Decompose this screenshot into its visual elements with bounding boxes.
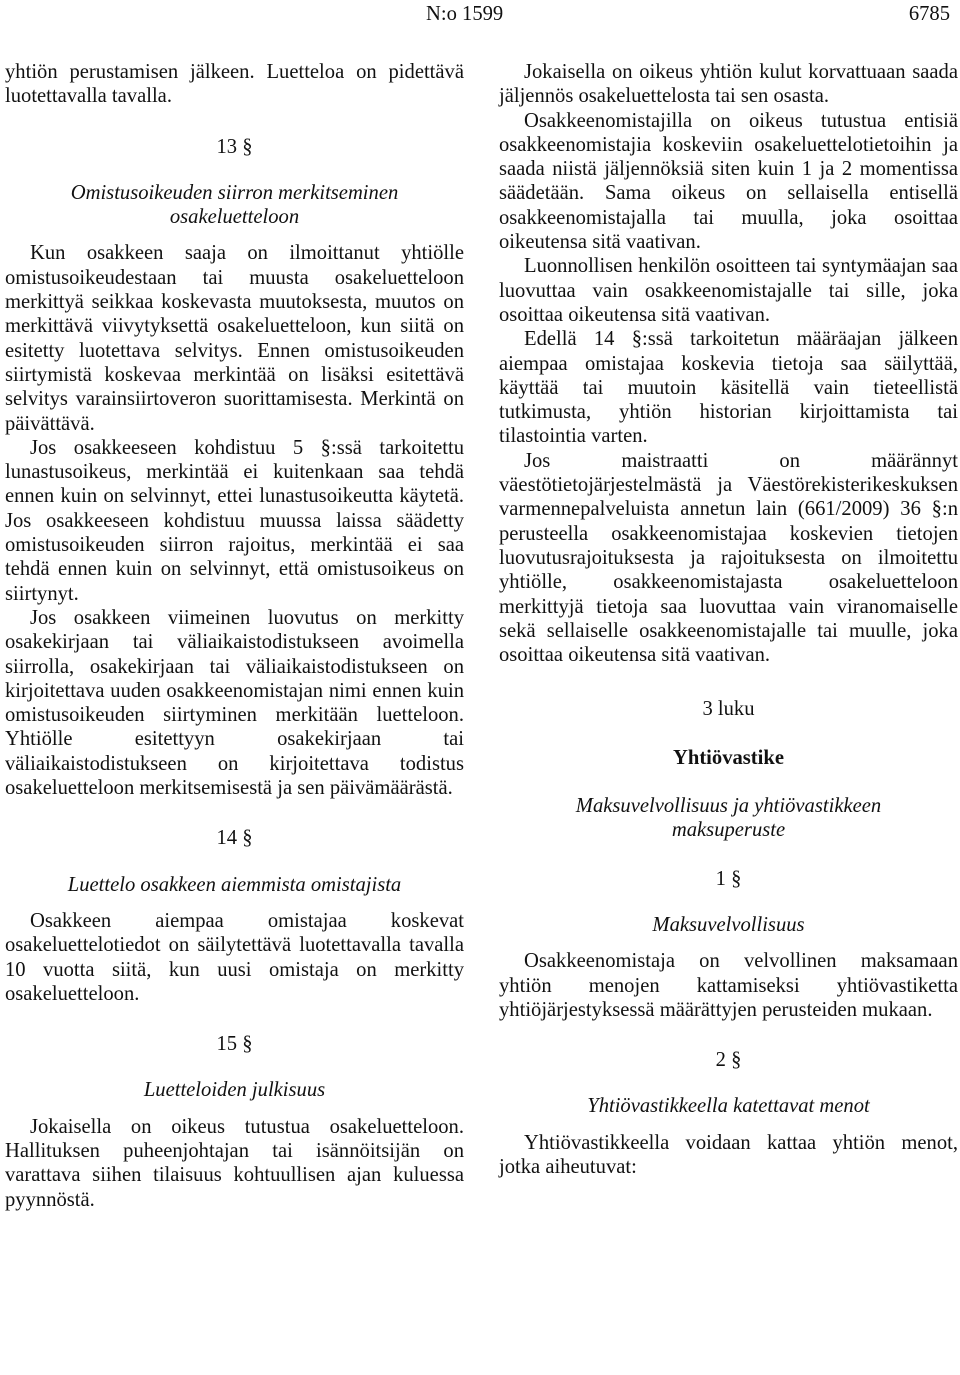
chapter-number: 3 luku (702, 698, 755, 721)
section-14-paragraph-1: Osakkeen aiempaa omistajaa koskevat osakeluettelotiedot on säilytettävä luotettavalla tavalla 10 vuotta siitä, kun uusi omistaja on merkitty osakeluetteloon. (5, 909, 464, 1005)
section-13-title: Omistusoikeuden siirron merkitseminen osakeluetteloon (70, 181, 399, 229)
document-number: N:o 1599 (426, 3, 504, 25)
section-1-title: Maksuvelvollisuus (652, 913, 805, 936)
section-1-number: 1 § (715, 867, 742, 890)
right-paragraph-3: Luonnollisen henkilön osoitteen tai syntymäajan saa luovuttaa vain osakkeenomistajalle tai sille, joka osoittaa oikeutensa sitä vaativan. (499, 255, 958, 326)
right-paragraph-1: Jokaisella on oikeus yhtiön kulut korvattuaan saada jäljennös osakeluettelosta tai sen osasta. (499, 61, 958, 108)
section-13-paragraph-2: Jos osakkeeseen kohdistuu 5 §:ssä tarkoitettu lunastusoikeus, merkintää ei kuitenkaan saa tehdä ennen kuin on selvinnyt, ettei lunastusoikeutta käytetä. Jos osakkeeseen kohdistuu muussa laissa säädetty omistusoikeuden siirron rajoitus, merkintää ei saa tehdä ennen kuin on selvinnyt, että omistusoikeus on siirtynyt. (5, 436, 464, 605)
section-2-paragraph-1: Yhtiövastikkeella voidaan kattaa yhtiön menot, jotka aiheutuvat: (499, 1131, 958, 1178)
intro-paragraph: yhtiön perustamisen jälkeen. Luetteloa on pidettävä luotettavalla tavalla. (5, 61, 464, 108)
section-13-number: 13 § (216, 135, 253, 158)
section-15-number: 15 § (216, 1033, 253, 1056)
section-15-title: Luetteloiden julkisuus (143, 1079, 326, 1102)
section-15-paragraph-1: Jokaisella on oikeus tutustua osakeluetteloon. Hallituksen puheenjohtajan tai isännöitsijän on varattava siihen tilaisuus kohtuullisen ajan kuluessa pyynnöstä. (5, 1115, 464, 1211)
page-header (0, 2, 960, 32)
right-paragraph-5: Jos maistraatti on määrännyt väestötietojärjestelmästä ja Väestörekisterikeskuksen varmennepalveluista annetun lain (661/2009) 36 §:n perusteella osakkeenomistajaa koskevien tietojen luovutusrajoituksesta ja rajoituksesta on ilmoitettu yhtiölle, osakkeenomistajasta osakeluetteloon merkittyjä tietoja saa luovuttaa vain viranomaiselle sekä sellaiselle osakkeenomistajalle tai muulle, joka osoittaa oikeutensa sitä vaativan. (499, 449, 958, 667)
page-number: 6785 (908, 3, 950, 25)
chapter-title: Yhtiövastike (673, 746, 784, 769)
left-column (5, 60, 464, 1212)
right-paragraph-4: Edellä 14 §:ssä tarkoitetun määräajan jälkeen aiempaa omistajaa koskevia tietoja saa säilyttää, käyttää tai muutoin käsitellä vain tieteellistä tutkimusta, yhtiön historian kirjoittamista tai tilastointia varten. (499, 328, 958, 448)
section-14-title: Luettelo osakkeen aiemmista omistajista (67, 873, 402, 896)
section-14-number: 14 § (216, 827, 253, 850)
section-1-paragraph-1: Osakkeenomistaja on velvollinen maksamaan yhtiön menojen kattamiseksi yhtiövastiketta yhtiöjärjestyksessä määrättyjen perusteiden mukaan. (499, 950, 958, 1021)
section-2-number: 2 § (715, 1049, 742, 1072)
section-13-paragraph-3: Jos osakkeen viimeinen luovutus on merkitty osakekirjaan tai väliaikaistodistukseen avoimella siirrolla, osakekirjaan tai väliaikaistodistukseen on kirjoitettava uuden osakkeenomistajan nimi ennen kuin omistusoikeuden siirtyminen merkitään luetteloon. Yhtiölle esitettyyn osakekirjaan tai väliaikaistodistukseen on kirjoitettava todistus osakeluetteloon merkitsemisestä ja sen päivämäärästä. (5, 606, 464, 800)
section-13-paragraph-1: Kun osakkeen saaja on ilmoittanut yhtiölle omistusoikeudestaan tai muusta osakeluetteloon merkittyä seikkaa koskevasta muutoksesta, muutos on merkittävä viivytyksettä osakeluetteloon, kun siitä on esitetty luotettava selvitys. Ennen omistusoikeuden siirtymistä koskevaa merkintää on lisäksi esitettävä selvitys varainsiirtoveron suorittamisesta. Merkintä on päivättävä. (5, 242, 464, 435)
section-2-title: Yhtiövastikkeella katettavat menot (587, 1095, 870, 1118)
right-paragraph-2: Osakkeenomistajilla on oikeus tutustua entisiä osakkeenomistajia koskeviin osakeluettelotietoihin ja saada niistä jäljennöksiä siten kuin 1 ja 2 momentissa säädetään. Sama oikeus on sellaisella entisellä osakkeenomistajalla tai muulla, joka osoittaa oikeutensa sitä vaativan. (499, 109, 958, 254)
right-column (499, 60, 958, 1179)
subsection-title: Maksuvelvollisuus ja yhtiövastikkeen maksuperuste (575, 795, 882, 842)
